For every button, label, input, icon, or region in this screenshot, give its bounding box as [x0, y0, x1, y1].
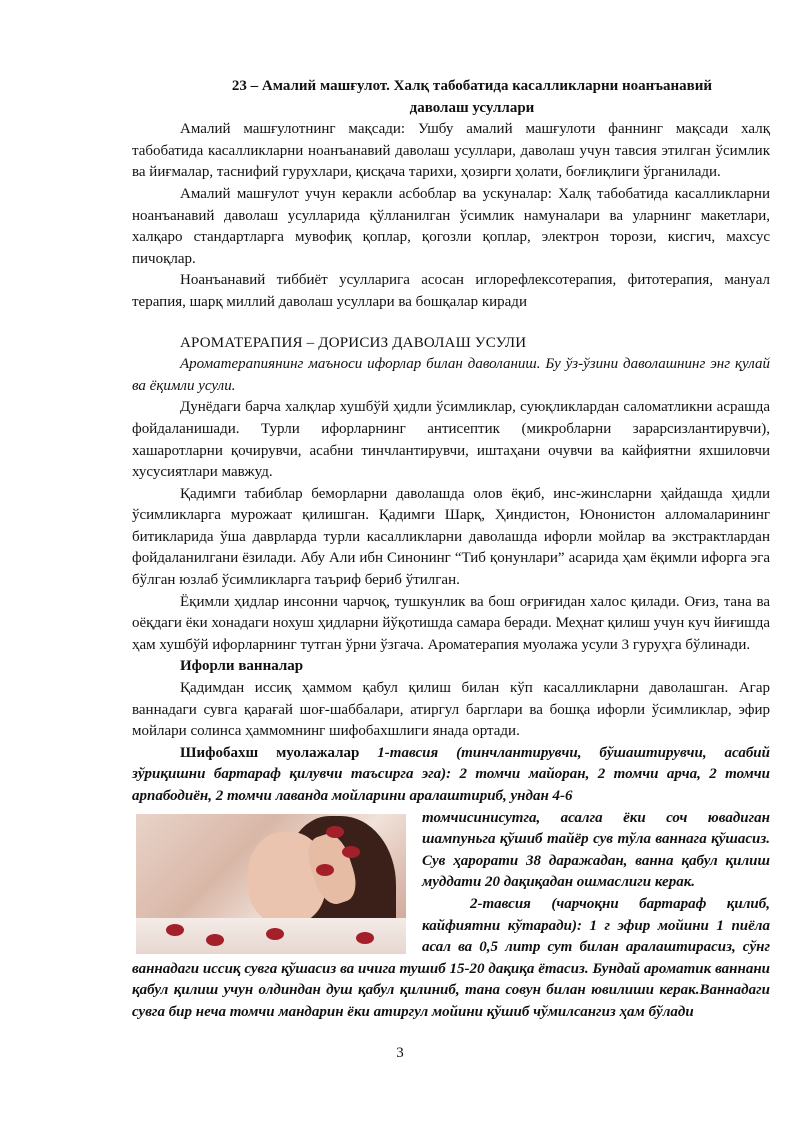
recipe-2: 2-тавсия (чарчоқни бартараф қилиб, кайфиятни кўтаради): 1 г эфир мойини 1 пиёла асал ва 0,5 литр сут билан аралаштирасиз, сўнг ваннадаги иссиқ сувга қўшасиз ва ичига тушиб 15-20 дақиқа ётасиз. Бундай ароматик ваннани қабул қилиш учун олдиндан душ қабул қилиниб, тана совун билан ювилиши керак.Ваннадаги сувга бир неча томчи мандарин ёки атиргул мойини қўшиб чўмилсангиз ҳам бўлади [132, 895, 770, 1020]
recipe-1-rest: томчисинисутга, асалга ёки соч ювадиган шампуньга қўшиб тайёр сув тўла ваннага қўшасиз. Сув ҳарорати 38 даражадан, ванна қабул қилиш муддати 20 дақиқадан ошмаслиги керак. [422, 809, 770, 891]
title-line-1: 23 – Амалий машғулот. Халқ табобатида касалликларни ноанъанавий [231, 78, 713, 94]
title-line-2: даволаш усуллари [409, 99, 535, 116]
rose-petal [326, 826, 344, 838]
paragraph-purpose: Амалий машғулотнинг мақсади: Ушбу амалий машғулоти фаннинг мақсади халқ табобатида касалликларни ноанъанавий даволаш усуллари, даволаш учун тавсия этилган ўсимлик ва йиғмалар, таснифий гурухлари, қисқача тарихи, ҳозирги ҳолати, боғлиқлиги ўрганилади. [132, 121, 770, 181]
rose-petal [206, 934, 224, 946]
rose-petal [316, 864, 334, 876]
healing-lead: Шифобахш муолажалар [180, 744, 378, 761]
rose-petal [342, 846, 360, 858]
paragraph-methods: Ноанъанавий тиббиёт усулларига асосан иглорефлексотерапия, фитотерапия, мануал терапия, шарқ миллий даволаш усуллари ва бошқалар киради [132, 272, 770, 310]
section-heading: АРОМАТЕРАПИЯ – ДОРИСИЗ ДАВОЛАШ УСУЛИ [180, 334, 527, 351]
paragraph-equipment: Амалий машғулот учун керакли асбоблар ва ускуналар: Халқ табобатида касалликларни ноанъанавий даволаш усулларида қўлланилган ўсимлик намуналари ва уларнинг макетлари, халқаро стандартларга мувофиқ қоплар, қогозли қоплар, электрон торози, кисгич, махсус пичоқлар. [132, 185, 770, 267]
paragraph-aroma-3: Ёқимли ҳидлар инсонни чарчоқ, тушкунлик ва бош оғриғидан халос қилади. Оғиз, тана ва оёқдаги ёки хонадаги нохуш ҳидларни йўқотишда самара беради. Меҳнат қилиш учун куч йиғишда ҳам хушбўй ифорларнинг тутган ўрни ўзгача. Ароматерапия муолажа усули 3 гуруҳга бўлинади. [132, 593, 770, 653]
image-text-block [132, 808, 770, 1024]
recipe-1-start: 1-тавсия (тинчлантирувчи, бўшаштирувчи, асабий зўриқишни бартараф қилувчи таъсирга эга): 2 томчи майоран, 2 томчи арча, 2 томчи арпабодиён, 2 томчи лаванда мойларини аралаштириб, ундан 4-6 [132, 744, 770, 804]
subheading-baths: Ифорли ванналар [180, 658, 304, 675]
rose-petal [356, 932, 374, 944]
paragraph-aroma-1: Дунёдаги барча халқлар хушбўй ҳидли ўсимликлар, суюқликлардан саломатликни асрашда фойдаланишади. Турли ифорларнинг антисептик (микробларни зарарсизлантирувчи), хашаротларни қочирувчи, асабни тинчлантирувчи, иштаҳани очувчи ва кайфиятни яхшиловчи хусусиятлари мавжуд. [132, 399, 770, 481]
paragraph-aroma-2: Қадимги табиблар беморларни даволашда олов ёқиб, инс-жинсларни ҳайдашда ҳидли ўсимликларга мурожаат қилишган. Қадимги Шарқ, Ҳиндистон, Юнонистон алломаларининг битикларида ўша даврларда турли касалликларни даволашда ифорли мойлар ва экстрактлардан фойдаланилгани ёзилади. Абу Али ибн Синонинг “Тиб қонунлари” асарида ҳам ёқимли ифорга эга бўлган юзлаб ўсимликларга таъриф бериб ўтилган. [132, 485, 770, 589]
page-content [132, 76, 770, 1024]
rose-petal [166, 924, 184, 936]
section-subtitle: Ароматерапиянинг маъноси ифорлар билан даволаниш. Бу ўз-ўзини даволашнинг энг қулай ва ёқимли усули. [132, 356, 770, 394]
rose-petal [266, 928, 284, 940]
bath-photo [136, 814, 406, 954]
paragraph-healing-intro [132, 743, 770, 808]
paragraph-baths: Қадимдан иссиқ ҳаммом қабул қилиш билан кўп касалликларни даволашган. Агар ваннадаги сувга қарағай шоғ-шаббалари, атиргул барглари ва бошқа ифорли ўсимликлар, эфир мойлари солинса ҳаммомнинг шифобахшлиги янада ортади. [132, 680, 770, 740]
page-number: 3 [396, 1045, 404, 1061]
page-title [172, 76, 772, 119]
